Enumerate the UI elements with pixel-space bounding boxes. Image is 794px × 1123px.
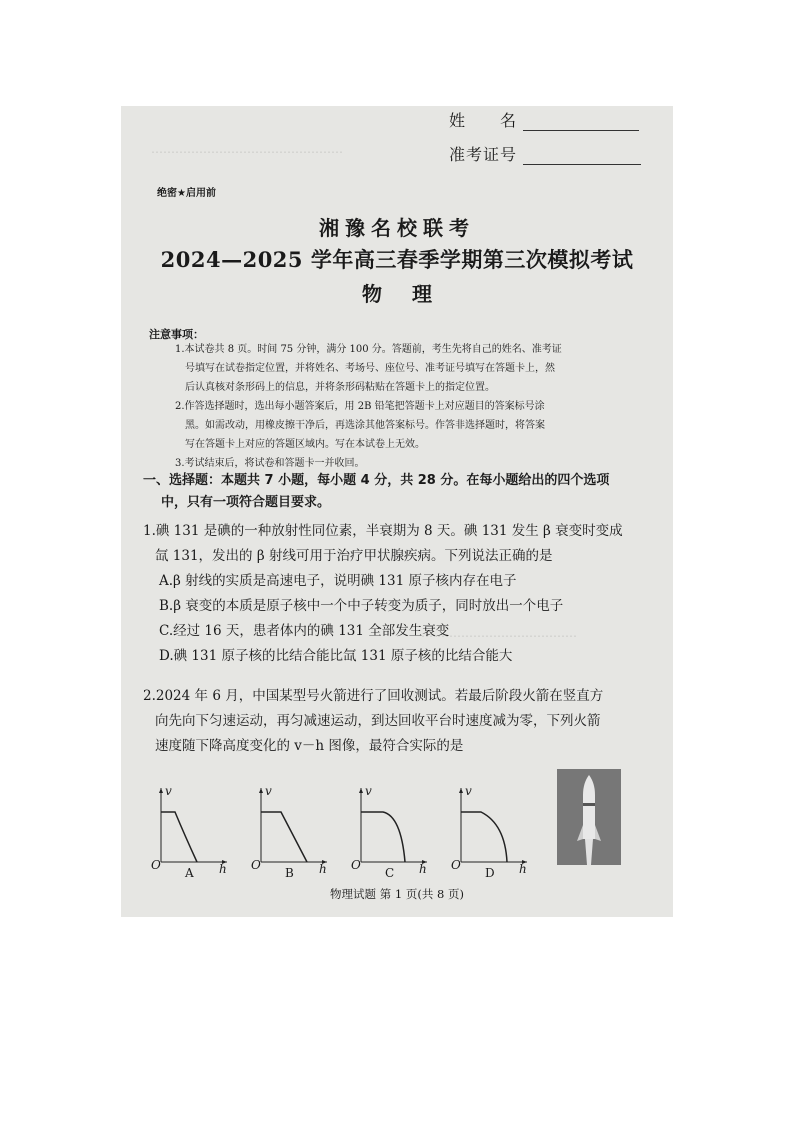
notice-line: 黑。如需改动，用橡皮擦干净后，再选涂其他答案标号。作答非选择题时，将答案 <box>185 420 545 431</box>
section-heading <box>143 470 673 514</box>
id-blank <box>523 148 641 165</box>
notice-line: 后认真核对条形码上的信息，并将条形码粘贴在答题卡上的指定位置。 <box>185 382 495 393</box>
option-c: C.经过 16 天，患者体内的碘 131 全部发生衰变 <box>159 623 450 639</box>
name-label: 姓 名 <box>449 111 518 130</box>
graph-d-label: D <box>485 866 495 880</box>
notice-heading: 注意事项： <box>149 328 204 341</box>
id-label: 准考证号 <box>449 145 518 164</box>
h-axis-label: h <box>519 862 527 876</box>
notice-line: 3.考试结束后，将试卷和答题卡一并收回。 <box>175 458 365 469</box>
question-1 <box>143 519 669 669</box>
question-2 <box>143 684 669 759</box>
v-axis-arrow <box>359 788 363 793</box>
h-axis-label: h <box>219 862 227 876</box>
origin-label: O <box>451 858 461 872</box>
graph-b-curve <box>261 812 307 862</box>
graph-d-plot <box>451 784 531 874</box>
notice-block <box>175 340 655 473</box>
bleed-through-texture: ………………………………… <box>421 626 577 640</box>
graph-a-plot <box>151 784 231 874</box>
name-field-row <box>449 108 639 131</box>
graph-a <box>151 784 231 880</box>
exam-paper <box>121 106 673 917</box>
option-a: A.β 射线的实质是高速电子，说明碘 131 原子核内存在电子 <box>159 573 517 589</box>
graph-c-plot <box>351 784 431 874</box>
v-axis-label: v <box>365 784 372 798</box>
graph-b-label: B <box>285 866 294 880</box>
notice-line: 2.作答选择题时，选出每小题答案后，用 2B 铅笔把答题卡上对应题目的答案标号涂 <box>175 401 545 412</box>
graph-d-curve <box>461 812 507 862</box>
rocket-photo <box>557 769 621 865</box>
origin-label: O <box>351 858 361 872</box>
h-axis-label: h <box>419 862 427 876</box>
notice-line: 写在答题卡上对应的答题区域内。写在本试卷上无效。 <box>185 439 425 450</box>
graph-b <box>251 784 331 880</box>
graph-a-curve <box>161 812 197 862</box>
section-heading-line: 中，只有一项符合题目要求。 <box>161 495 331 510</box>
page-footer: 物理试题 第 1 页(共 8 页) <box>330 887 464 901</box>
bleed-through-texture: ………………………………………… <box>151 142 343 156</box>
id-field-row <box>449 142 641 165</box>
v-axis-arrow <box>159 788 163 793</box>
subject-title: 物理 <box>362 282 462 306</box>
rocket-body <box>583 775 595 839</box>
name-blank <box>523 114 639 131</box>
notice-line: 号填写在试卷指定位置，并将姓名、考场号、座位号、准考证号填写在答题卡上，然 <box>185 363 555 374</box>
graph-c-label: C <box>385 866 395 880</box>
v-axis-label: v <box>165 784 172 798</box>
graph-c <box>351 784 431 880</box>
exam-title: 2024—2025 学年高三春季学期第三次模拟考试 <box>160 247 634 272</box>
v-axis-arrow <box>459 788 463 793</box>
v-axis-label: v <box>265 784 272 798</box>
h-axis-label: h <box>319 862 327 876</box>
graph-b-plot <box>251 784 331 874</box>
origin-label: O <box>251 858 261 872</box>
notice-line: 1.本试卷共 8 页。时间 75 分钟，满分 100 分。答题前，考生先将自己的姓名、准考证 <box>175 344 562 355</box>
question-stem-line: 2.2024 年 6 月，中国某型号火箭进行了回收测试。若最后阶段火箭在竖直方 <box>143 688 604 704</box>
rocket-band <box>583 803 595 806</box>
secret-mark: 绝密★启用前 <box>157 188 216 199</box>
question-stem-line: 速度随下降高度变化的 v－h 图像，最符合实际的是 <box>155 738 464 754</box>
question-stem-line: 氙 131，发出的 β 射线可用于治疗甲状腺疾病。下列说法正确的是 <box>155 548 553 564</box>
v-axis-arrow <box>259 788 263 793</box>
option-b: B.β 衰变的本质是原子核中一个中子转变为质子，同时放出一个电子 <box>159 598 564 614</box>
option-d: D.碘 131 原子核的比结合能比氙 131 原子核的比结合能大 <box>159 648 513 664</box>
graph-d <box>451 784 531 880</box>
graph-c-curve <box>361 812 405 862</box>
question-stem-line: 1.碘 131 是碘的一种放射性同位素，半衰期为 8 天。碘 131 发生 β 衰变时变成 <box>143 523 623 539</box>
origin-label: O <box>151 858 161 872</box>
graph-a-label: A <box>185 866 194 880</box>
exam-union-title: 湘豫名校联考 <box>319 216 475 240</box>
question-stem-line: 向先向下匀速运动，再匀减速运动，到达回收平台时速度减为零，下列火箭 <box>155 713 601 729</box>
rocket-drawing <box>557 769 621 865</box>
section-heading-line: 一、选择题：本题共 7 小题，每小题 4 分，共 28 分。在每小题给出的四个选项 <box>143 473 610 488</box>
v-axis-label: v <box>465 784 472 798</box>
